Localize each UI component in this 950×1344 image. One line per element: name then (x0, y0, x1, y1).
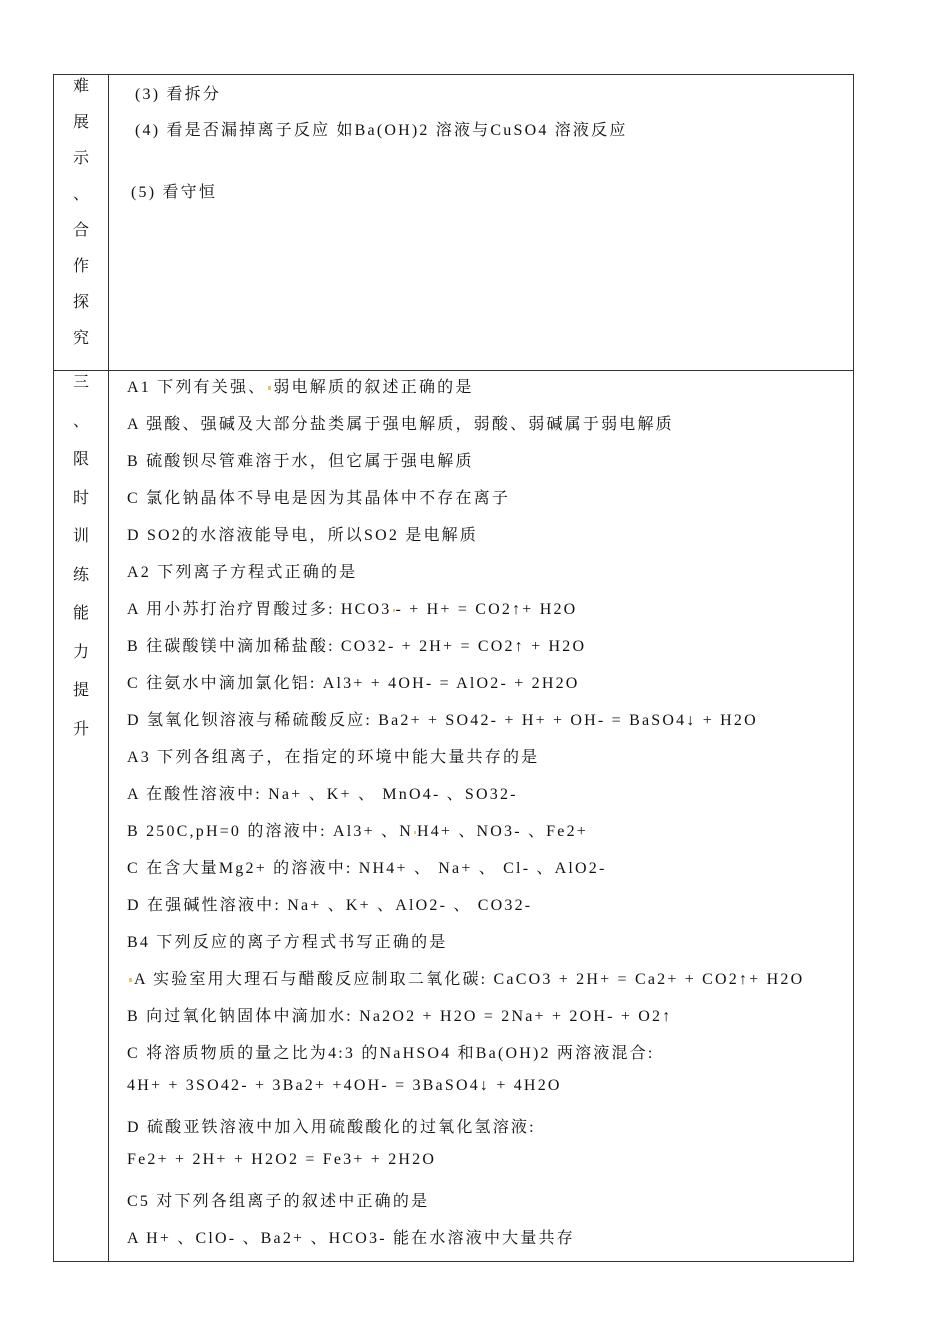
option-line (127, 818, 588, 841)
option-line: C 将溶质物质的量之比为4:3 的NaHSO4 和Ba(OH)2 两溶液混合: (127, 1045, 655, 1062)
text-span: A1 下列有关强、 (127, 379, 267, 396)
option-line: A 强酸、强碱及大部分盐类属于强电解质，弱酸、弱碱属于弱电解质 (127, 416, 674, 433)
option-line: C 往氨水中滴加氯化铝: Al3+ + 4OH- = AlO2- + 2H2O (127, 675, 580, 692)
option-line: D 硫酸亚铁溶液中加入用硫酸酸化的过氧化氢溶液: (127, 1119, 536, 1136)
question-a1 (127, 374, 474, 397)
question-b4: B4 下列反应的离子方程式书写正确的是 (127, 934, 448, 951)
section-label-training (54, 371, 109, 1262)
side-char: 展 (72, 114, 89, 131)
text-span: B 250C,pH=0 的溶液中: Al3+ 、N (127, 823, 413, 840)
option-line: D SO2的水溶液能导电，所以SO2 是电解质 (127, 527, 479, 544)
text-line: (4) 看是否漏掉离子反应 如Ba(OH)2 溶液与CuSO4 溶液反应 (135, 122, 628, 139)
option-line: B 硫酸钡尽管难溶于水，但它属于强电解质 (127, 453, 474, 470)
highlight-mark (129, 978, 132, 982)
option-line (127, 966, 804, 989)
side-char: 示 (72, 150, 89, 167)
side-char: 究 (72, 330, 89, 347)
side-char: 练 (72, 566, 89, 584)
option-line: A H+ 、ClO- 、Ba2+ 、HCO3- 能在水溶液中大量共存 (127, 1230, 575, 1247)
side-char: 力 (72, 643, 89, 661)
question-a3: A3 下列各组离子，在指定的环境中能大量共存的是 (127, 749, 540, 766)
side-char: 训 (72, 528, 89, 545)
highlight-mark (268, 386, 271, 390)
side-char: 、 (72, 412, 89, 430)
section-content-training (109, 371, 854, 1262)
side-char: 升 (72, 720, 89, 738)
question-a2: A2 下列离子方程式正确的是 (127, 564, 358, 581)
side-char: 难 (72, 78, 89, 95)
text-span: 弱电解质的叙述正确的是 (273, 379, 474, 396)
question-c5: C5 对下列各组离子的叙述中正确的是 (127, 1193, 430, 1210)
side-char: 合 (72, 222, 89, 239)
option-line (127, 596, 577, 619)
option-line: B 向过氧化钠固体中滴加水: Na2O2 + H2O = 2Na+ + 2OH- + O2↑ (127, 1008, 673, 1025)
text-span: A 用小苏打治疗胃酸过多: HCO3 (127, 601, 392, 618)
option-line: D 氢氧化钡溶液与稀硫酸反应: Ba2+ + SO42- + H+ + OH- = BaSO4↓ + H2O (127, 712, 758, 729)
text-span: - + H+ = CO2↑+ H2O (395, 601, 578, 618)
option-line: C 在含大量Mg2+ 的溶液中: NH4+ 、 Na+ 、 Cl- 、AlO2- (127, 860, 607, 877)
side-char: 时 (72, 489, 89, 507)
side-char: 、 (72, 186, 89, 203)
highlight-mark (414, 831, 416, 834)
side-char: 作 (72, 258, 89, 275)
option-line: D 在强碱性溶液中: Na+ 、K+ 、AlO2- 、 CO32- (127, 897, 533, 914)
side-char: 探 (72, 294, 89, 311)
equation-line: Fe2+ + 2H+ + H2O2 = Fe3+ + 2H2O (127, 1151, 437, 1168)
side-char: 限 (72, 451, 89, 468)
option-line: A 在酸性溶液中: Na+ 、K+ 、 MnO4- 、SO32- (127, 786, 518, 803)
section-content-cooperative (109, 75, 854, 371)
text-line: (5) 看守恒 (131, 184, 218, 201)
text-span: A 实验室用大理石与醋酸反应制取二氧化碳: CaCO3 + 2H+ = Ca2+ + CO2↑+ H2O (134, 971, 805, 988)
side-char: 提 (72, 682, 89, 699)
option-line: B 往碳酸镁中滴加稀盐酸: CO32- + 2H+ = CO2↑ + H2O (127, 638, 587, 655)
lesson-table (53, 74, 854, 1262)
equation-line: 4H+ + 3SO42- + 3Ba2+ +4OH- = 3BaSO4↓ + 4H2O (127, 1077, 562, 1094)
side-char: 三 (72, 374, 89, 391)
section-label-cooperative (54, 75, 109, 371)
highlight-mark (393, 609, 395, 612)
text-span: H4+ 、NO3- 、Fe2+ (416, 823, 588, 840)
text-line: (3) 看拆分 (135, 86, 222, 103)
option-line: C 氯化钠晶体不导电是因为其晶体中不存在离子 (127, 490, 511, 507)
side-char: 能 (72, 605, 89, 622)
